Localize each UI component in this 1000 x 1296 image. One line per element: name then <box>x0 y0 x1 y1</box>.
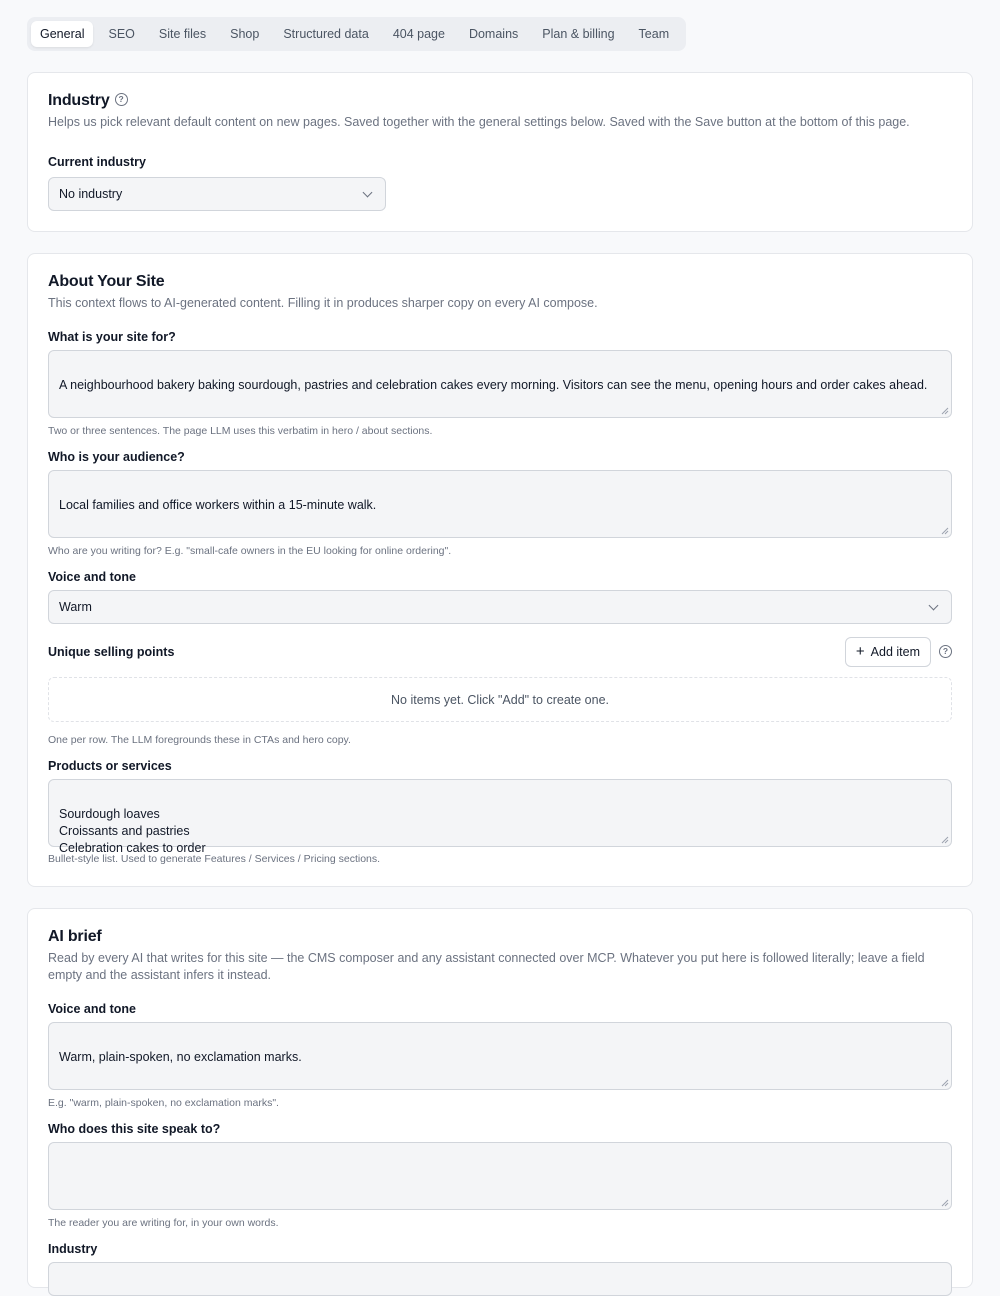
brief-audience-label: Who does this site speak to? <box>48 1122 221 1136</box>
tab-404-page[interactable]: 404 page <box>392 27 445 41</box>
site-purpose-label: What is your site for? <box>48 330 176 344</box>
brief-tone-label: Voice and tone <box>48 1002 136 1016</box>
resize-grip-icon[interactable] <box>941 1079 949 1087</box>
tab-plan-billing[interactable]: Plan & billing <box>542 27 615 41</box>
products-label: Products or services <box>48 759 172 773</box>
tone-label: Voice and tone <box>48 570 136 584</box>
site-purpose-hint: Two or three sentences. The page LLM uses this verbatim in hero / about sections. <box>48 425 433 437</box>
ai-brief-card <box>27 908 973 1288</box>
brief-industry-label: Industry <box>48 1242 98 1256</box>
usp-label: Unique selling points <box>48 645 175 659</box>
brief-tone-textarea[interactable] <box>48 1022 952 1090</box>
brief-tone-value: Warm, plain-spoken, no exclamation marks. <box>59 1050 302 1064</box>
tab-team[interactable]: Team <box>638 27 670 41</box>
audience-value: Local families and office workers within a 15-minute walk. <box>59 498 377 512</box>
help-icon[interactable]: ? <box>939 645 952 658</box>
tab-seo[interactable]: SEO <box>108 27 135 41</box>
add-usp-label: Add item <box>870 645 920 659</box>
audience-textarea[interactable] <box>48 470 952 538</box>
site-purpose-value: A neighbourhood bakery baking sourdough, pastries and celebration cakes every morning. Visitors can see the menu, opening hours and order cakes ahead. <box>59 378 928 392</box>
current-industry-label: Current industry <box>48 155 146 169</box>
resize-grip-icon[interactable] <box>941 1199 949 1207</box>
about-site-title: About Your Site <box>48 273 165 290</box>
ai-brief-description: Read by every AI that writes for this site — the CMS composer and any assistant connected over MCP. Whatever you put here is followed literally; leave a field empty and the assistant infers it instead. <box>48 951 925 982</box>
site-purpose-textarea[interactable] <box>48 350 952 418</box>
products-textarea[interactable] <box>48 779 952 855</box>
tone-select[interactable] <box>48 590 952 624</box>
current-industry-value: No industry <box>59 187 123 201</box>
tab-general[interactable]: General <box>31 21 93 47</box>
plus-icon: + <box>855 642 865 660</box>
usp-hint: One per row. The LLM foregrounds these in CTAs and hero copy. <box>48 734 351 746</box>
tab-structured-data[interactable]: Structured data <box>283 27 369 41</box>
ai-brief-title: AI brief <box>48 928 102 945</box>
about-site-description: This context flows to AI-generated content. Filling it in produces sharper copy on every AI compose. <box>48 296 598 310</box>
tab-domains[interactable]: Domains <box>468 27 519 41</box>
tone-value: Warm <box>59 600 92 614</box>
tab-site-files[interactable]: Site files <box>158 27 207 41</box>
brief-audience-textarea[interactable] <box>48 1142 952 1210</box>
audience-label: Who is your audience? <box>48 450 185 464</box>
resize-grip-icon[interactable] <box>941 407 949 415</box>
brief-tone-hint: E.g. "warm, plain-spoken, no exclamation marks". <box>48 1097 279 1109</box>
resize-grip-icon[interactable] <box>941 527 949 535</box>
products-hint: Bullet-style list. Used to generate Features / Services / Pricing sections. <box>48 853 381 865</box>
usp-empty-state <box>48 677 952 722</box>
chevron-down-icon <box>363 187 373 197</box>
audience-hint: Who are you writing for? E.g. "small-cafe owners in the EU looking for online ordering". <box>48 545 452 557</box>
industry-card-title: Industry <box>48 92 110 109</box>
industry-card-heading <box>48 92 128 110</box>
brief-audience-hint: The reader you are writing for, in your own words. <box>48 1217 279 1229</box>
products-value: Sourdough loaves Croissants and pastries Celebration cakes to order <box>59 807 206 855</box>
industry-card <box>27 72 973 232</box>
help-icon[interactable]: ? <box>115 93 128 106</box>
usp-empty-text: No items yet. Click "Add" to create one. <box>391 692 609 707</box>
add-usp-button[interactable] <box>845 637 931 667</box>
about-site-card <box>27 253 973 887</box>
settings-tabs <box>27 17 686 51</box>
resize-grip-icon[interactable] <box>941 836 949 844</box>
chevron-down-icon <box>929 600 939 610</box>
tab-shop[interactable]: Shop <box>230 27 260 41</box>
industry-card-description: Helps us pick relevant default content on new pages. Saved together with the general settings below. Saved with the Save button at the bottom of this page. <box>48 115 910 129</box>
current-industry-select[interactable] <box>48 177 386 211</box>
brief-industry-select[interactable] <box>48 1262 952 1296</box>
